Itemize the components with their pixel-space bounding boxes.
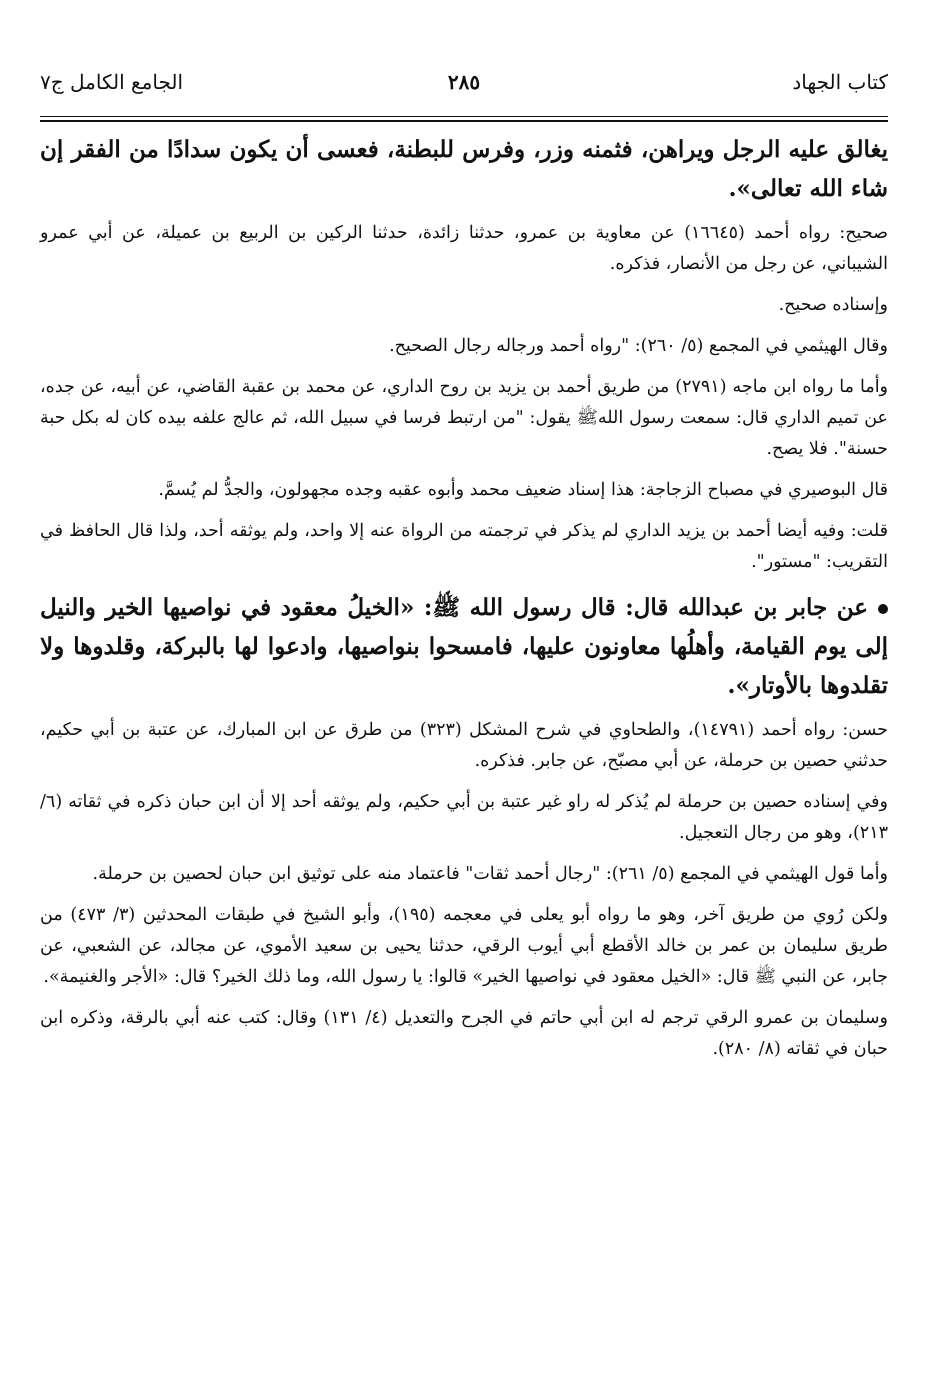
ibn-majah-paragraph: وأما ما رواه ابن ماجه (٢٧٩١) من طريق أحمد بن يزيد بن روح الداري، عن محمد بن عقبة القاضي، عن أبيه، عن جده، عن تميم الداري قال: سمعت رسول اللهﷺ يقول: "من ارتبط فرسا في سبيل الله، ثم عالج علفه بيده كان له بكل حبة حسنة". فلا يصح. [40,377,889,459]
bullet-icon [878,604,888,614]
book-page [40,62,888,1075]
hadith-jabir [40,588,888,705]
haythami-quote: وقال الهيثمي في المجمع (٥/ ٢٦٠): "رواه أحمد ورجاله رجال الصحيح. [389,336,888,356]
hasan-grading-paragraph: حسن: رواه أحمد (١٤٧٩١)، والطحاوي في شرح المشكل (٣٢٣) من طرق عن ابن المبارك، عن عتبة بن أبي حكيم، حدثني حصين بن حرملة، عن أبي مصبّح، عن جابر. فذكره. [40,720,889,771]
header-rule [40,116,888,122]
grading-paragraph: صحيح: رواه أحمد (١٦٦٤٥) عن معاوية بن عمرو، حدثنا زائدة، حدثنا الركين بن الربيع بن عميلة، عن أبي عمرو الشيباني، عن رجل من الأنصار، فذكره. [40,223,888,274]
sulayman-paragraph: وسليمان بن عمرو الرقي ترجم له ابن أبي حاتم في الجرح والتعديل (٤/ ١٣١) وقال: كتب عنه أبي بالرقة، وذكره ابن حبان في ثقاته (٨/ ٢٨٠). [40,1008,888,1059]
other-route-paragraph: ولكن رُوي من طريق آخر، وهو ما رواه أبو يعلى في معجمه (١٩٥)، وأبو الشيخ في طبقات المحدثين (٣/ ٤٧٣) من طريق سليمان بن عمر بن خالد الأقطع أبي أيوب الرقي، حدثنا يحيى بن سعيد الأموي، عن مجالد، عن الشعبي، عن جابر، عن النبي ﷺ قال: «الخيل معقود في نواصيها الخير» قالوا: يا رسول الله، وما ذلك الخير؟ قال: «الأجر والغنيمة». [40,905,888,987]
collection-title: الجامع الكامل ج٧ [40,70,184,94]
author-note: قلت: وفيه أيضا أحمد بن يزيد الداري لم يذكر في ترجمته من الرواة عنه إلا واحد، ولم يوثقه أحد، ولذا قال الحافظ في التقريب: "مستور". [40,521,888,572]
husayn-isnad-paragraph: وفي إسناده حصين بن حرملة لم يُذكر له راو غير عتبة بن أبي حكيم، ولم يوثقه أحد إلا أن ابن حبان ذكره في ثقاته (٦/ ٢١٣)، وهو من رجال التعجيل. [40,792,888,843]
hadith-jabir-text: عن جابر بن عبدالله قال: قال رسول الله ﷺ: «الخيلُ معقود في نواصيها الخير والنيل إلى يوم القيامة، وأهلُها معاونون عليها، فامسحوا بنواصيها، وادعوا لها بالبركة، وقلدوها ولا تقلدوها بالأوتار». [40,594,888,699]
hadith-text-continued: يغالق عليه الرجل ويراهن، فثمنه وزر، وفرس للبطنة، فعسى أن يكون سدادًا من الفقر إن شاء الله تعالى». [40,136,888,202]
page-header [40,62,888,108]
haythami-second-paragraph: وأما قول الهيثمي في المجمع (٥/ ٢٦١): "رجال أحمد ثقات" فاعتماد منه على توثيق ابن حبان لحصين بن حرملة. [92,864,888,884]
page-number: ٢٨٥ [447,70,481,94]
isnad-note: وإسناده صحيح. [778,295,888,315]
busiri-paragraph: قال البوصيري في مصباح الزجاجة: هذا إسناد ضعيف محمد وأبوه عقبه وجده مجهولون، والجدُّ لم يُسمَّ. [158,480,888,500]
page-body [40,130,888,1065]
book-title: كتاب الجهاد [792,70,888,94]
